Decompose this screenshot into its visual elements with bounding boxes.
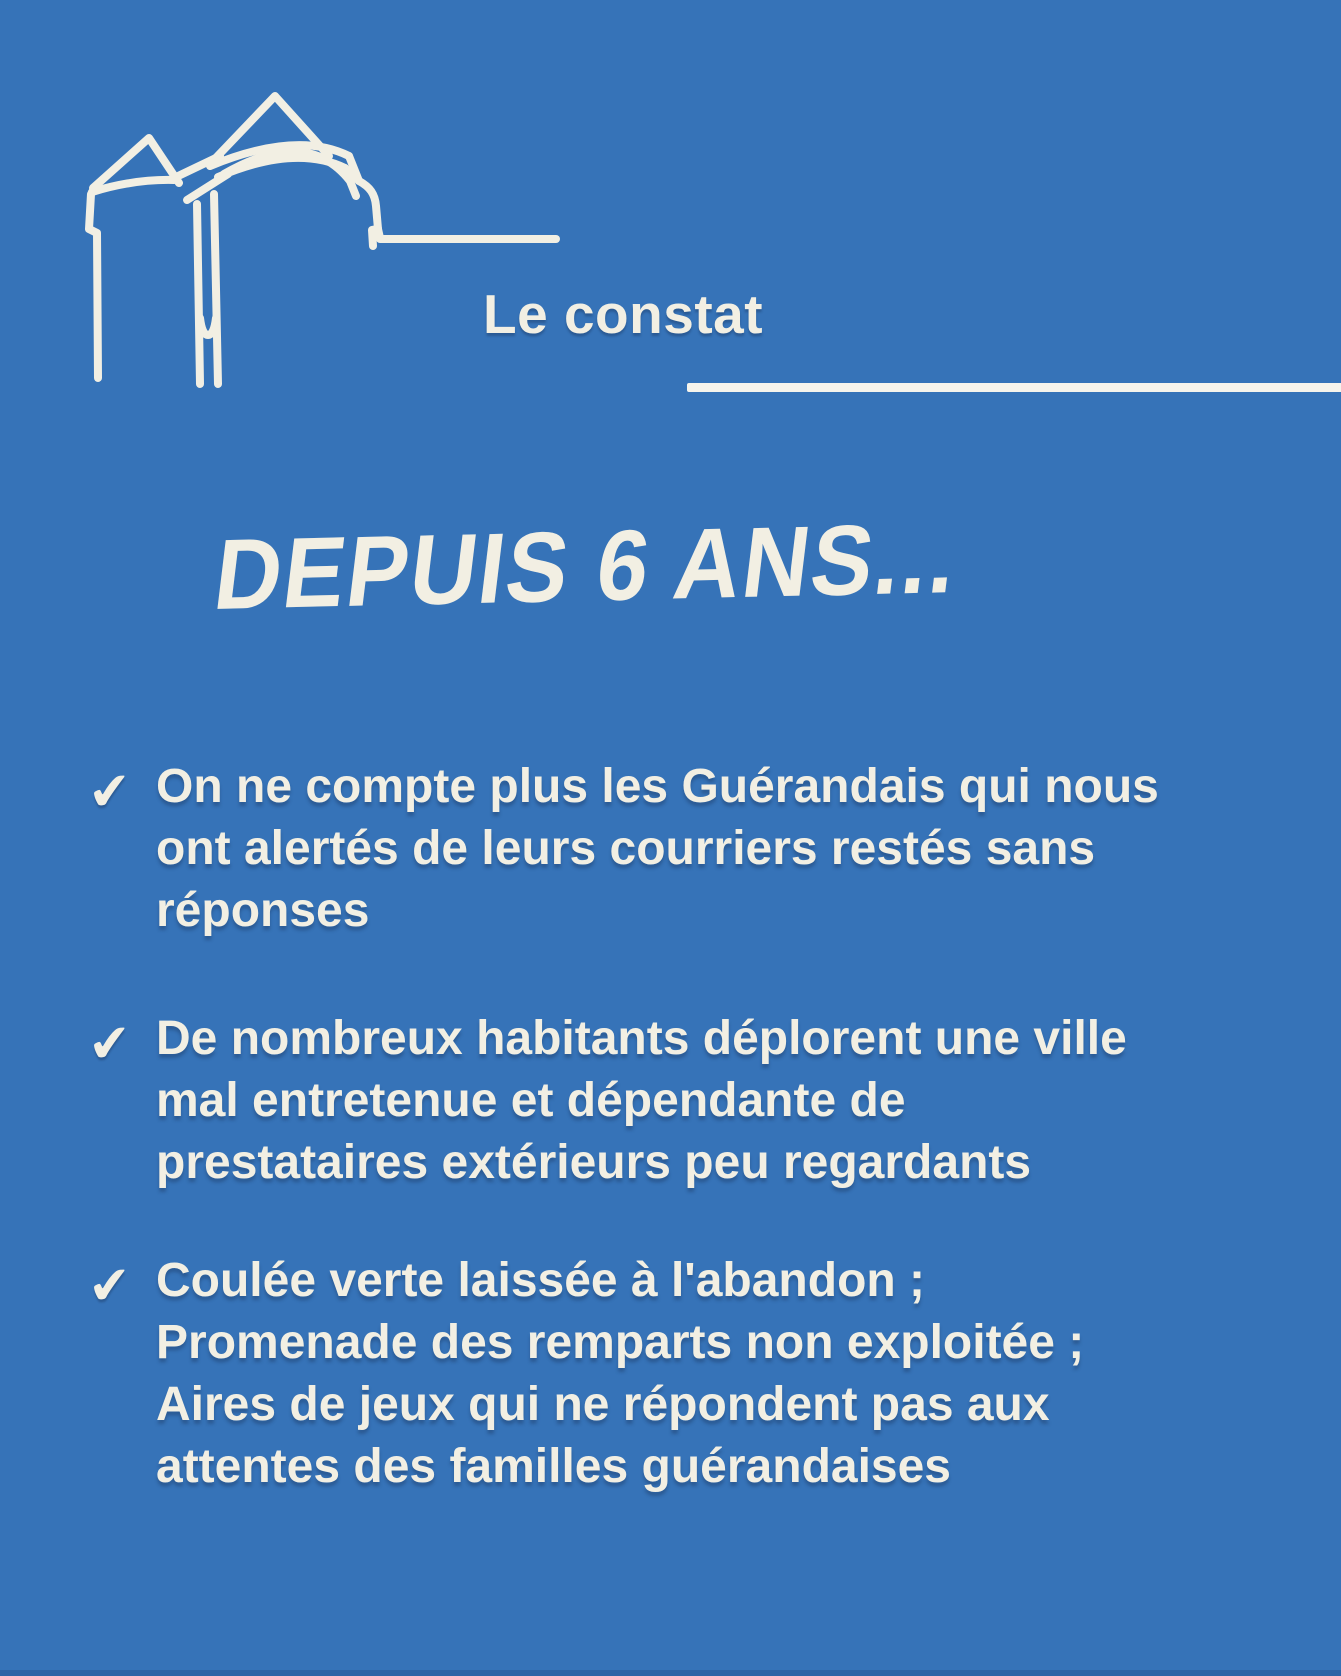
bullet-line: ont alertés de leurs courriers restés sans [156, 822, 1096, 875]
bullet-line: Coulée verte laissée à l'abandon ; [156, 1254, 926, 1307]
title-underline [687, 383, 1341, 392]
checkmark-icon: ✔ [86, 1013, 134, 1075]
bullet-line: On ne compte plus les Guérandais qui nous [156, 760, 1159, 813]
bottom-edge-strip [0, 1670, 1341, 1676]
bullet-text [156, 1250, 1084, 1498]
bullet-line: De nombreux habitants déplorent une ville [156, 1012, 1127, 1065]
bullet-line: prestataires extérieurs peu regardants [156, 1136, 1032, 1189]
bullet-line: mal entretenue et dépendante de [156, 1074, 906, 1127]
bullet-line: Promenade des remparts non exploitée ; [156, 1316, 1085, 1369]
bullet-line: réponses [156, 884, 370, 937]
list-item [88, 1008, 1127, 1194]
bullet-line: attentes des familles guérandaises [156, 1440, 951, 1493]
list-item [88, 756, 1159, 942]
bullet-line: Aires de jeux qui ne répondent pas aux [156, 1378, 1050, 1431]
checkmark-icon: ✔ [86, 1255, 134, 1317]
checkmark-icon: ✔ [86, 761, 134, 823]
bullet-text [156, 756, 1159, 942]
bullet-text [156, 1008, 1127, 1194]
list-item [88, 1250, 1084, 1498]
page-title: Le constat [483, 283, 764, 345]
castle-outline-icon [82, 88, 560, 394]
headline: DEPUIS 6 ANS... [208, 502, 965, 631]
